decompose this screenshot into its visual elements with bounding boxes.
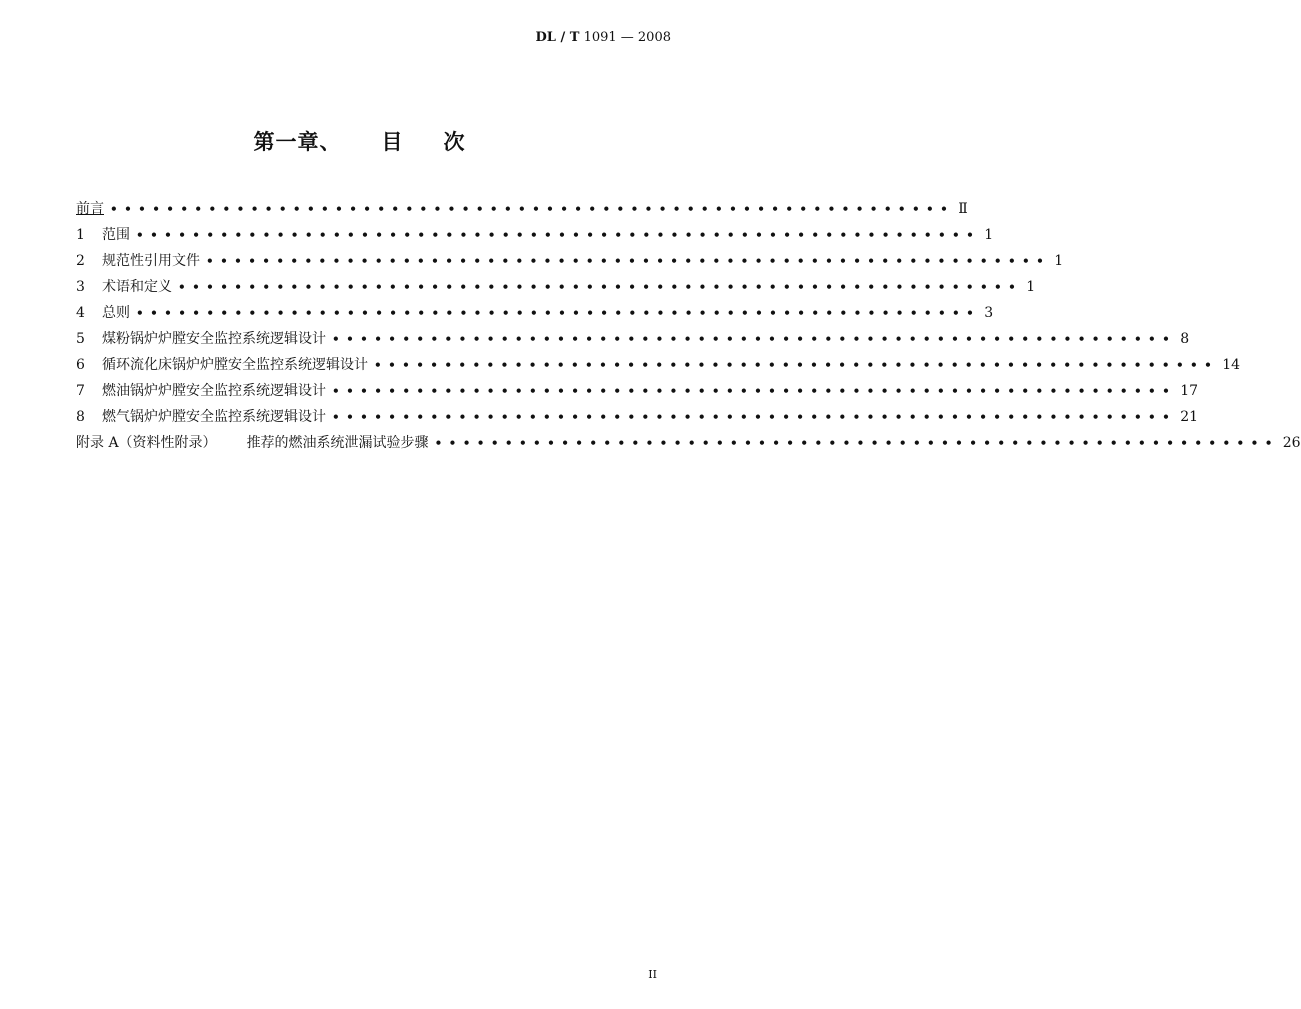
toc-entry-number: 2 bbox=[76, 253, 85, 269]
toc-entry-8[interactable] bbox=[76, 404, 1199, 430]
title-char-2: 次 bbox=[443, 130, 466, 154]
toc-leader-dots: •••••••••••••••••••••••••••••••••••••••••••••••••••••••••••• bbox=[178, 280, 1023, 294]
title-chapter: 第一章、 bbox=[253, 130, 342, 154]
toc-entry-label[interactable]: 范围 bbox=[102, 227, 130, 243]
toc-entry-2[interactable] bbox=[76, 248, 1064, 274]
toc-leader-dots: •••••••••••••••••••••••••••••••••••••••••••••••••••••••••••• bbox=[332, 384, 1177, 398]
toc-entry-page: 1 bbox=[984, 227, 994, 243]
toc-entry-label[interactable]: 燃气锅炉炉膛安全监控系统逻辑设计 bbox=[102, 409, 326, 425]
toc-entry-label[interactable]: 总则 bbox=[102, 305, 130, 321]
toc-entry-label[interactable] bbox=[76, 430, 429, 456]
title-char-1: 目 bbox=[381, 130, 404, 154]
toc-leader-dots: •••••••••••••••••••••••••••••••••••••••••••••••••••••••••••• bbox=[136, 228, 981, 242]
toc-entry-label[interactable]: 规范性引用文件 bbox=[102, 253, 200, 269]
toc-entry-3[interactable] bbox=[76, 274, 1036, 300]
toc-entry-page: 17 bbox=[1180, 383, 1199, 399]
appendix-title: 推荐的燃油系统泄漏试验步骤 bbox=[246, 435, 429, 451]
toc-entry-page: 26 bbox=[1282, 435, 1301, 451]
toc-leader-dots: •••••••••••••••••••••••••••••••••••••••••••••••••••••••••••• bbox=[110, 202, 955, 216]
toc-entry-number: 5 bbox=[76, 331, 85, 347]
toc-entry-1[interactable] bbox=[76, 222, 994, 248]
toc-entry-page: 1 bbox=[1026, 279, 1036, 295]
toc-entry-label[interactable]: 前言 bbox=[76, 201, 104, 217]
toc-leader-dots: •••••••••••••••••••••••••••••••••••••••••••••••••••••••••••• bbox=[332, 410, 1177, 424]
toc-leader-dots: •••••••••••••••••••••••••••••••••••••••••••••••••••••••••••• bbox=[332, 332, 1177, 346]
toc-entry-appendix-a[interactable] bbox=[76, 430, 1301, 456]
toc-entry-page: 1 bbox=[1054, 253, 1064, 269]
toc-entry-label[interactable]: 燃油锅炉炉膛安全监控系统逻辑设计 bbox=[102, 383, 326, 399]
toc-entry-label[interactable]: 循环流化床锅炉炉膛安全监控系统逻辑设计 bbox=[102, 357, 368, 373]
toc-entry-page: 21 bbox=[1180, 409, 1199, 425]
toc-entry-7[interactable] bbox=[76, 378, 1199, 404]
toc-entry-page: 3 bbox=[984, 305, 994, 321]
toc-leader-dots: •••••••••••••••••••••••••••••••••••••••••••••••••••••••••••• bbox=[206, 254, 1051, 268]
toc-entry-label[interactable]: 煤粉锅炉炉膛安全监控系统逻辑设计 bbox=[102, 331, 326, 347]
toc-entry-4[interactable] bbox=[76, 300, 994, 326]
toc-entry-6[interactable] bbox=[76, 352, 1241, 378]
toc-entry-page: Ⅱ bbox=[958, 201, 968, 217]
toc-leader-dots: •••••••••••••••••••••••••••••••••••••••••••••••••••••••••••• bbox=[136, 306, 981, 320]
table-of-contents bbox=[76, 196, 1301, 456]
standard-code: DL / T bbox=[535, 30, 580, 45]
appendix-designation: 附录 A（资料性附录） bbox=[76, 435, 217, 451]
toc-entry-number: 6 bbox=[76, 357, 85, 373]
toc-entry-number: 8 bbox=[76, 409, 85, 425]
toc-leader-dots: •••••••••••••••••••••••••••••••••••••••••••••••••••••••••••• bbox=[374, 358, 1219, 372]
toc-entry-number: 4 bbox=[76, 305, 85, 321]
toc-entry-number: 3 bbox=[76, 279, 85, 295]
toc-entry-page: 14 bbox=[1222, 357, 1241, 373]
standard-number: 1091 — 2008 bbox=[583, 30, 671, 45]
toc-entry-preface[interactable] bbox=[76, 196, 968, 222]
toc-entry-page: 8 bbox=[1180, 331, 1190, 347]
toc-entry-label[interactable]: 术语和定义 bbox=[102, 279, 172, 295]
toc-entry-number: 7 bbox=[76, 383, 85, 399]
toc-entry-5[interactable] bbox=[76, 326, 1190, 352]
toc-entry-number: 1 bbox=[76, 227, 85, 243]
page-title bbox=[0, 126, 719, 156]
footer-page-number: II bbox=[648, 968, 657, 981]
document-header bbox=[536, 30, 671, 45]
toc-leader-dots: •••••••••••••••••••••••••••••••••••••••••••••••••••••••••••• bbox=[434, 436, 1279, 450]
